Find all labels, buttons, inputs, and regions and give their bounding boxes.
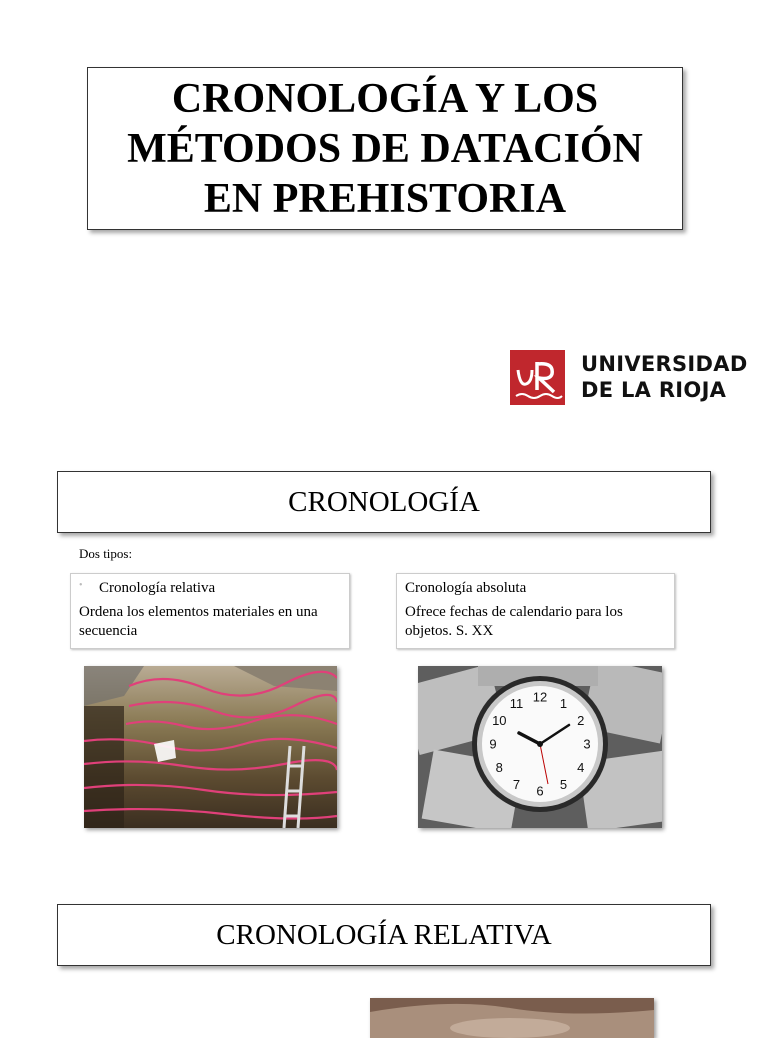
clock-numeral: 7 xyxy=(512,777,521,793)
clock-numeral: 3 xyxy=(583,736,591,752)
clock-numeral: 2 xyxy=(577,713,585,728)
title-box xyxy=(87,67,683,230)
clock-numeral: 4 xyxy=(577,760,585,775)
page-title: CRONOLOGÍA Y LOS MÉTODOS DE DATACIÓN EN PREHISTORIA xyxy=(127,75,643,222)
section-heading-cronologia: CRONOLOGÍA xyxy=(288,485,480,518)
section-cronologia-box xyxy=(57,471,711,533)
bottom-photo xyxy=(370,998,654,1038)
card-cronologia-relativa xyxy=(70,573,350,649)
intro-text: Dos tipos: xyxy=(79,546,133,561)
clock-numeral: 8 xyxy=(495,760,503,775)
clock-numeral: 12 xyxy=(532,689,548,705)
clock-calendar-photo xyxy=(418,666,662,828)
stratigraphy-photo xyxy=(84,666,337,828)
clock-numeral: 10 xyxy=(492,713,507,728)
section-cronologia-relativa-box xyxy=(57,904,711,966)
bullet-icon: • xyxy=(79,580,83,591)
card-body: Ordena los elementos materiales en una secuencia xyxy=(79,604,318,639)
clock-numeral: 5 xyxy=(559,777,568,793)
card-heading: Cronología relativa xyxy=(99,580,216,596)
clock-numeral: 1 xyxy=(559,695,568,711)
ur-logo-icon xyxy=(510,350,565,405)
card-cronologia-absoluta xyxy=(396,573,675,649)
clock-numeral: 11 xyxy=(509,695,524,711)
university-logo xyxy=(510,349,760,407)
clock-numeral: 6 xyxy=(536,783,544,799)
card-heading: Cronología absoluta xyxy=(405,580,527,596)
card-body: Ofrece fechas de calendario para los objetos. S. XX xyxy=(405,604,623,639)
university-name: UNIVERSIDAD DE LA RIOJA xyxy=(581,352,748,402)
section-heading-cronologia-relativa: CRONOLOGÍA RELATIVA xyxy=(216,918,552,951)
clock-numeral: 9 xyxy=(489,736,497,752)
